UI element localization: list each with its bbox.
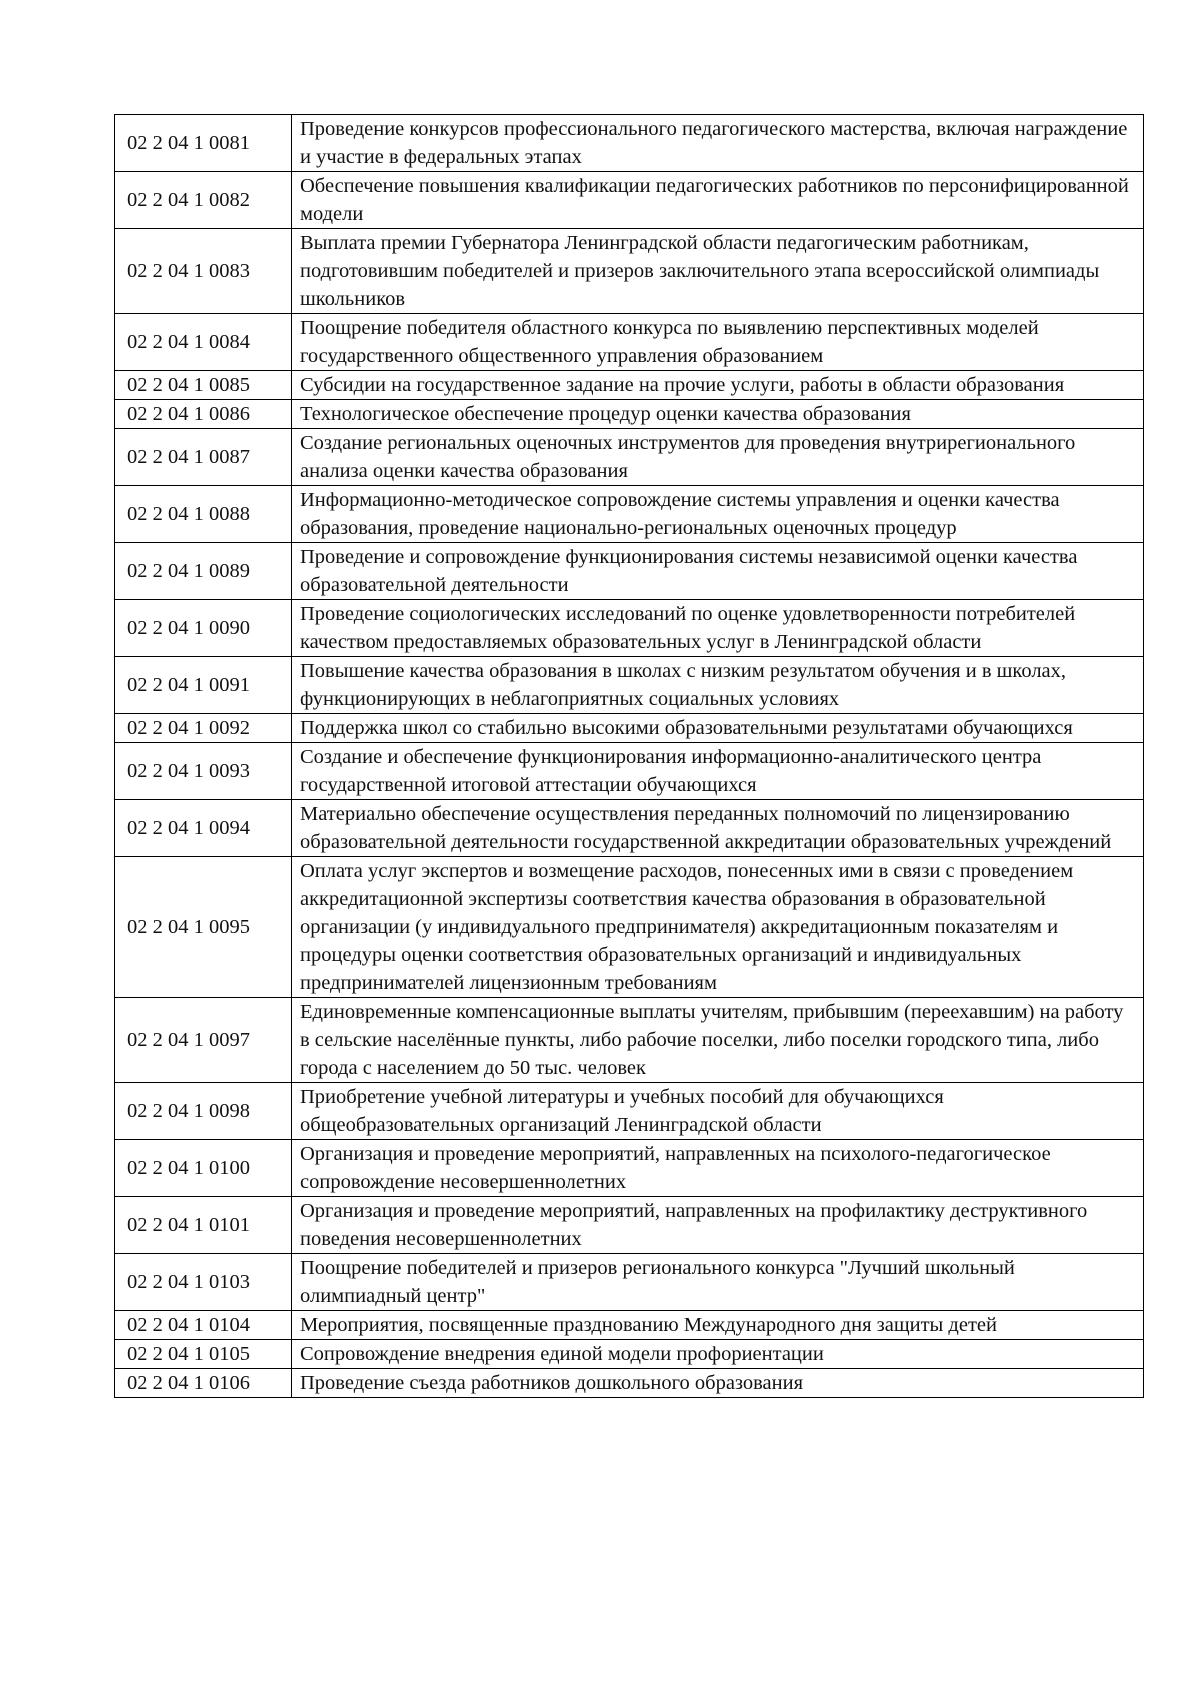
row-description: Проведение и сопровождение функционирования системы независимой оценки качества образовательной деятельности <box>292 543 1144 600</box>
row-code: 02 2 04 1 0105 <box>115 1340 292 1369</box>
row-code: 02 2 04 1 0088 <box>115 486 292 543</box>
row-code: 02 2 04 1 0093 <box>115 743 292 800</box>
row-code: 02 2 04 1 0092 <box>115 714 292 743</box>
row-code: 02 2 04 1 0094 <box>115 800 292 857</box>
row-description: Поощрение победителей и призеров регионального конкурса "Лучший школьный олимпиадный центр" <box>292 1254 1144 1311</box>
row-description: Оплата услуг экспертов и возмещение расходов, понесенных ими в связи с проведением аккредитационной экспертизы соответствия качества образования в образовательной организации (у индивидуального предпринимателя) аккредитационным показателям и процедуры оценки соответствия образовательных организаций и индивидуальных предпринимателей лицензионным требованиям <box>292 857 1144 998</box>
row-code: 02 2 04 1 0083 <box>115 229 292 314</box>
row-code: 02 2 04 1 0104 <box>115 1311 292 1340</box>
table-row <box>115 429 1144 486</box>
table-row <box>115 857 1144 998</box>
row-description: Поощрение победителя областного конкурса по выявлению перспективных моделей государственного общественного управления образованием <box>292 314 1144 371</box>
row-description: Повышение качества образования в школах с низким результатом обучения и в школах, функционирующих в неблагоприятных социальных условиях <box>292 657 1144 714</box>
row-description: Проведение конкурсов профессионального педагогического мастерства, включая награждение и участие в федеральных этапах <box>292 115 1144 172</box>
row-code: 02 2 04 1 0085 <box>115 371 292 400</box>
row-code: 02 2 04 1 0082 <box>115 172 292 229</box>
row-description: Создание региональных оценочных инструментов для проведения внутрирегионального анализа оценки качества образования <box>292 429 1144 486</box>
row-description: Материально обеспечение осуществления переданных полномочий по лицензированию образовательной деятельности государственной аккредитации образовательных учреждений <box>292 800 1144 857</box>
table-row <box>115 998 1144 1083</box>
row-description: Мероприятия, посвященные празднованию Международного дня защиты детей <box>292 1311 1144 1340</box>
row-description: Информационно-методическое сопровождение системы управления и оценки качества образования, проведение национально-региональных оценочных процедур <box>292 486 1144 543</box>
table-row <box>115 1197 1144 1254</box>
table-row <box>115 1140 1144 1197</box>
table-row <box>115 486 1144 543</box>
row-description: Приобретение учебной литературы и учебных пособий для обучающихся общеобразовательных организаций Ленинградской области <box>292 1083 1144 1140</box>
table-row <box>115 1254 1144 1311</box>
row-description: Создание и обеспечение функционирования информационно-аналитического центра государственной итоговой аттестации обучающихся <box>292 743 1144 800</box>
budget-codes-table <box>114 114 1144 1398</box>
row-code: 02 2 04 1 0095 <box>115 857 292 998</box>
table-row <box>115 314 1144 371</box>
table-row <box>115 115 1144 172</box>
row-description: Поддержка школ со стабильно высокими образовательными результатами обучающихся <box>292 714 1144 743</box>
row-code: 02 2 04 1 0097 <box>115 998 292 1083</box>
row-description: Организация и проведение мероприятий, направленных на психолого-педагогическое сопровождение несовершеннолетних <box>292 1140 1144 1197</box>
row-code: 02 2 04 1 0101 <box>115 1197 292 1254</box>
table-row <box>115 657 1144 714</box>
table-body <box>115 115 1144 1398</box>
table-row <box>115 1083 1144 1140</box>
table-row <box>115 714 1144 743</box>
row-code: 02 2 04 1 0086 <box>115 400 292 429</box>
row-description: Субсидии на государственное задание на прочие услуги, работы в области образования <box>292 371 1144 400</box>
row-code: 02 2 04 1 0090 <box>115 600 292 657</box>
row-code: 02 2 04 1 0091 <box>115 657 292 714</box>
row-description: Сопровождение внедрения единой модели профориентации <box>292 1340 1144 1369</box>
table-row <box>115 371 1144 400</box>
row-code: 02 2 04 1 0089 <box>115 543 292 600</box>
table-row <box>115 400 1144 429</box>
row-description: Технологическое обеспечение процедур оценки качества образования <box>292 400 1144 429</box>
row-description: Выплата премии Губернатора Ленинградской области педагогическим работникам, подготовившим победителей и призеров заключительного этапа всероссийской олимпиады школьников <box>292 229 1144 314</box>
row-description: Проведение съезда работников дошкольного образования <box>292 1369 1144 1398</box>
table-row <box>115 172 1144 229</box>
table-row <box>115 1340 1144 1369</box>
row-code: 02 2 04 1 0087 <box>115 429 292 486</box>
row-code: 02 2 04 1 0106 <box>115 1369 292 1398</box>
row-description: Проведение социологических исследований по оценке удовлетворенности потребителей качеством предоставляемых образовательных услуг в Ленинградской области <box>292 600 1144 657</box>
table-row <box>115 800 1144 857</box>
row-code: 02 2 04 1 0081 <box>115 115 292 172</box>
row-code: 02 2 04 1 0098 <box>115 1083 292 1140</box>
row-code: 02 2 04 1 0084 <box>115 314 292 371</box>
table-row <box>115 543 1144 600</box>
table-row <box>115 1311 1144 1340</box>
row-description: Обеспечение повышения квалификации педагогических работников по персонифицированной модели <box>292 172 1144 229</box>
row-code: 02 2 04 1 0100 <box>115 1140 292 1197</box>
table-row <box>115 1369 1144 1398</box>
table-row <box>115 600 1144 657</box>
row-description: Организация и проведение мероприятий, направленных на профилактику деструктивного поведения несовершеннолетних <box>292 1197 1144 1254</box>
table-row <box>115 229 1144 314</box>
row-description: Единовременные компенсационные выплаты учителям, прибывшим (переехавшим) на работу в сельские населённые пункты, либо рабочие поселки, либо поселки городского типа, либо города с населением до 50 тыс. человек <box>292 998 1144 1083</box>
row-code: 02 2 04 1 0103 <box>115 1254 292 1311</box>
table-row <box>115 743 1144 800</box>
